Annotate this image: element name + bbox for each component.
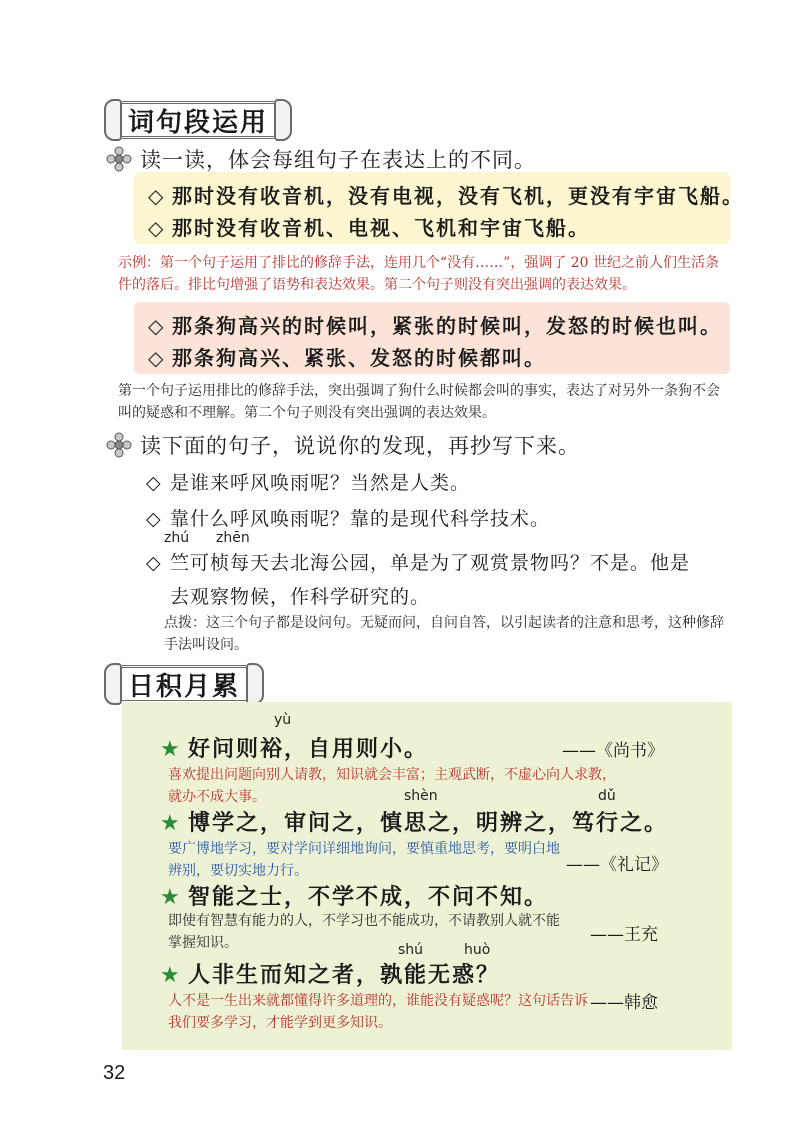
flower-icon [106,146,132,172]
saying-2: ★ 博学之，审问之，慎思之，明辨之，笃行之。 [160,811,669,836]
sentence-1a: ◇ 那时没有收音机，没有电视，没有飞机，更没有宇宙飞船。 [148,184,744,208]
pinyin-huo: huò [464,942,491,958]
saying-1-explanation: 喜欢提出问题向别人请教，知识就会丰富；主观武断，不虚心向人求教，就办不成大事。 [168,767,616,805]
question-2: ◇ 靠什么呼风唤雨呢？靠的是现代科学技术。 [146,508,551,530]
instruction-2: 读下面的句子，说说你的发现，再抄写下来。 [140,434,580,458]
star-icon: ★ [160,963,182,988]
question-1: ◇ 是谁来呼风唤雨呢？当然是人类。 [146,472,471,494]
page-number: 32 [103,1062,126,1084]
tag-right-cap [246,663,264,705]
saying-4: ★ 人非生而知之者，孰能无惑？ [160,963,501,988]
sentence-2a: ◇ 那条狗高兴的时候叫，紧张的时候叫，发怒的时候也叫。 [148,314,722,338]
section2-title: 日积月累 [122,665,246,703]
star-icon: ★ [160,885,182,910]
sentence-1b: ◇ 那时没有收音机、电视、飞机和宇宙飞船。 [148,216,590,240]
diamond-icon: ◇ [148,216,166,240]
diamond-icon: ◇ [148,346,166,370]
tag-left-cap [104,663,122,705]
pinyin-zhu: zhú [164,530,190,546]
pinyin-du: dǔ [598,788,616,804]
question-3-line1: ◇ 竺可桢每天去北海公园，单是为了观赏景物吗？不是。他是 [146,552,691,574]
pinyin-shen: shèn [404,788,438,804]
diamond-icon: ◇ [146,508,162,530]
diamond-icon: ◇ [148,184,166,208]
saying-1: ★ 好问则裕，自用则小。 [160,737,429,762]
saying-3-explanation: 即使有智慧有能力的人，不学习也不能成功，不请教别人就不能掌握知识。 [168,913,560,951]
star-icon: ★ [160,737,182,762]
diamond-icon: ◇ [146,472,162,494]
saying-3: ★ 智能之士，不学不成，不问不知。 [160,885,549,910]
tag-right-cap [274,99,292,141]
saying-2-explanation: 要广博地学习，要对学问详细地询问，要慎重地思考，要明白地辨别，要切实地力行。 [168,841,560,879]
saying-1-source: ——《尚书》 [562,741,664,761]
star-icon: ★ [160,811,182,836]
saying-2-source: ——《礼记》 [566,855,668,875]
note-1: 示例：第一个句子运用了排比的修辞手法，连用几个“没有……”，强调了 20 世纪之前人们生活条件的落后。排比句增强了语势和表达效果。第二个句子则没有突出强调的表达效果。 [118,255,720,293]
pinyin-zhen: zhēn [216,530,250,546]
hint-note: 点拨：这三个句子都是设问句。无疑而问，自问自答，以引起读者的注意和思考，这种修辞手法叫设问。 [164,615,724,653]
pinyin-shu: shú [398,942,424,958]
note-2: 第一个句子运用排比的修辞手法，突出强调了狗什么时候都会叫的事实，表达了对另外一条狗不会叫的疑惑和不理解。第二个句子则没有突出强调的表达效果。 [118,383,720,421]
tag-left-cap [104,99,122,141]
flower-icon [106,432,132,458]
section-title-tag-2 [104,662,264,706]
pinyin-yu: yù [274,712,292,728]
diamond-icon: ◇ [146,552,162,574]
question-3-line2: 去观察物候，作科学研究的。 [170,586,431,608]
saying-3-source: ——王充 [590,925,658,945]
saying-4-explanation: 人不是一生出来就都懂得许多道理的，谁能没有疑惑呢？这句话告诉我们要多学习，才能学到更多知识。 [168,993,588,1031]
diamond-icon: ◇ [148,314,166,338]
instruction-1: 读一读，体会每组句子在表达上的不同。 [140,148,536,172]
sentence-2b: ◇ 那条狗高兴、紧张、发怒的时候都叫。 [148,346,546,370]
section-title-tag [104,98,292,142]
saying-4-source: ——韩愈 [590,993,658,1013]
section-title: 词句段运用 [122,101,274,139]
